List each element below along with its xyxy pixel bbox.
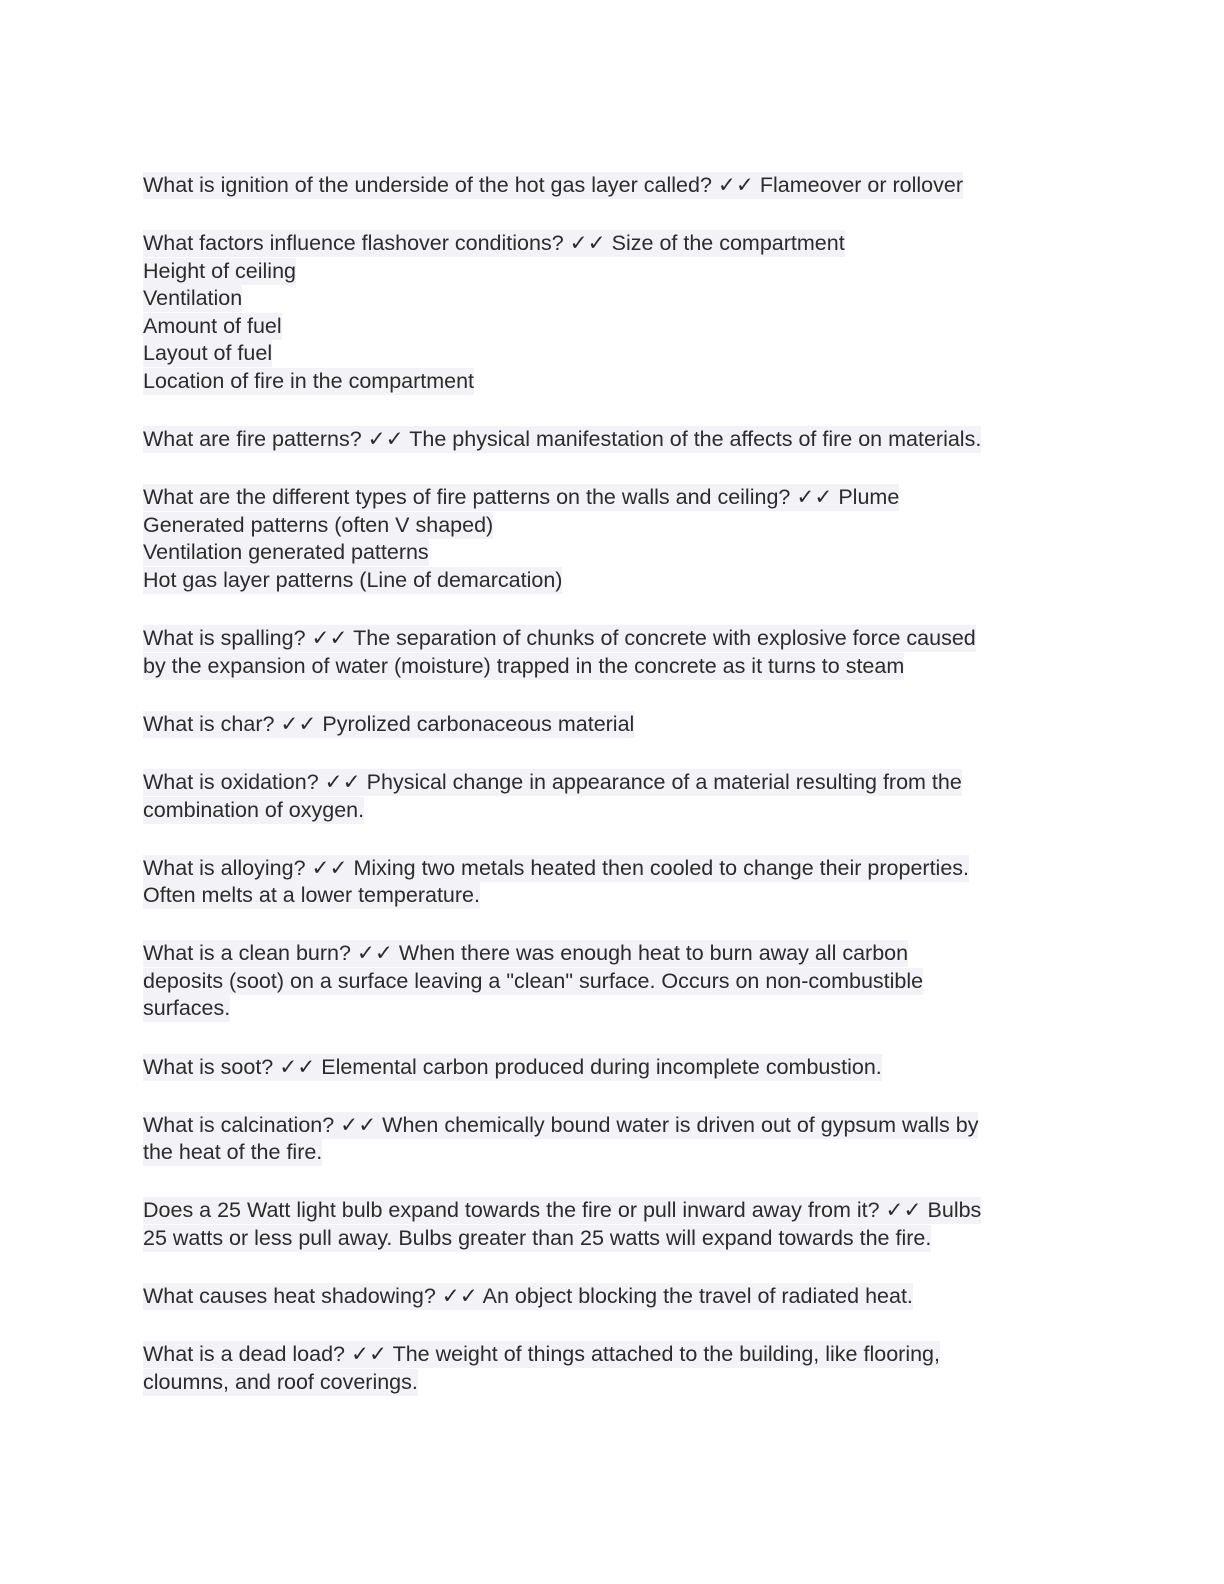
qa-item xyxy=(143,230,1083,396)
line-text: What is spalling? ✓✓ The separation of chunks of concrete with explosive force caused xyxy=(143,626,976,651)
line-text: 25 watts or less pull away. Bulbs greater than 25 watts will expand towards the fire. xyxy=(143,1225,932,1250)
text-line xyxy=(143,625,1083,653)
text-line xyxy=(143,285,1083,313)
qa-item xyxy=(143,172,1083,200)
text-line xyxy=(143,995,1083,1023)
text-line xyxy=(143,711,1083,739)
text-line xyxy=(143,1054,1083,1082)
line-text: Ventilation generated patterns xyxy=(143,540,429,565)
line-text: by the expansion of water (moisture) trapped in the concrete as it turns to steam xyxy=(143,653,905,678)
line-text: What factors influence flashover conditions? ✓✓ Size of the compartment xyxy=(143,231,845,256)
line-text: Layout of fuel xyxy=(143,341,273,366)
line-text: Does a 25 Watt light bulb expand towards the fire or pull inward away from it? ✓✓ Bulbs xyxy=(143,1198,982,1223)
line-text: Amount of fuel xyxy=(143,313,282,338)
line-text: What causes heat shadowing? ✓✓ An object blocking the travel of radiated heat. xyxy=(143,1284,913,1309)
text-line xyxy=(143,368,1083,396)
line-text: What are fire patterns? ✓✓ The physical manifestation of the affects of fire on materials. xyxy=(143,427,982,452)
qa-item xyxy=(143,1054,1083,1082)
text-line xyxy=(143,940,1083,968)
line-text: Hot gas layer patterns (Line of demarcation) xyxy=(143,568,563,593)
text-line xyxy=(143,769,1083,797)
text-line xyxy=(143,1283,1083,1311)
line-text: What is soot? ✓✓ Elemental carbon produced during incomplete combustion. xyxy=(143,1054,882,1079)
line-text: What is ignition of the underside of the hot gas layer called? ✓✓ Flameover or rollover xyxy=(143,173,963,197)
line-text: What is calcination? ✓✓ When chemically bound water is driven out of gypsum walls by xyxy=(143,1112,979,1137)
text-line xyxy=(143,1112,1083,1140)
text-line xyxy=(143,340,1083,368)
qa-item xyxy=(143,1283,1083,1311)
line-text: What are the different types of fire patterns on the walls and ceiling? ✓✓ Plume xyxy=(143,485,900,510)
line-text: cloumns, and roof coverings. xyxy=(143,1369,418,1394)
line-text: Location of fire in the compartment xyxy=(143,369,475,394)
text-line xyxy=(143,567,1083,595)
line-text: Height of ceiling xyxy=(143,258,296,283)
text-line xyxy=(143,172,1083,200)
qa-item xyxy=(143,711,1083,739)
line-text: surfaces. xyxy=(143,996,231,1021)
text-line xyxy=(143,797,1083,825)
text-line xyxy=(143,426,1083,454)
text-line xyxy=(143,653,1083,681)
line-text: What is oxidation? ✓✓ Physical change in appearance of a material resulting from the xyxy=(143,769,962,794)
text-line xyxy=(143,1225,1083,1253)
qa-item xyxy=(143,769,1083,824)
line-text: What is a clean burn? ✓✓ When there was enough heat to burn away all carbon xyxy=(143,941,909,966)
document-page xyxy=(143,172,1083,1396)
qa-item xyxy=(143,855,1083,910)
line-text: the heat of the fire. xyxy=(143,1140,323,1165)
text-line xyxy=(143,258,1083,286)
qa-item xyxy=(143,1197,1083,1252)
text-line xyxy=(143,1139,1083,1167)
qa-item xyxy=(143,1341,1083,1396)
line-text: What is a dead load? ✓✓ The weight of things attached to the building, like flooring, xyxy=(143,1342,940,1367)
text-line xyxy=(143,313,1083,341)
text-line xyxy=(143,1341,1083,1369)
line-text: deposits (soot) on a surface leaving a "clean" surface. Occurs on non-combustible xyxy=(143,968,924,993)
qa-item xyxy=(143,1112,1083,1167)
text-line xyxy=(143,1197,1083,1225)
qa-item xyxy=(143,625,1083,680)
qa-item xyxy=(143,940,1083,1023)
text-line xyxy=(143,484,1083,512)
text-line xyxy=(143,230,1083,258)
line-text: Often melts at a lower temperature. xyxy=(143,883,480,908)
text-line xyxy=(143,539,1083,567)
qa-item xyxy=(143,484,1083,594)
text-line xyxy=(143,1369,1083,1397)
line-text: combination of oxygen. xyxy=(143,797,365,822)
line-text: Ventilation xyxy=(143,286,243,311)
text-line xyxy=(143,512,1083,540)
line-text: What is char? ✓✓ Pyrolized carbonaceous material xyxy=(143,711,635,736)
qa-item xyxy=(143,426,1083,454)
text-line xyxy=(143,855,1083,883)
line-text: What is alloying? ✓✓ Mixing two metals heated then cooled to change their properties. xyxy=(143,855,969,880)
text-line xyxy=(143,882,1083,910)
line-text: Generated patterns (often V shaped) xyxy=(143,512,494,537)
text-line xyxy=(143,968,1083,996)
